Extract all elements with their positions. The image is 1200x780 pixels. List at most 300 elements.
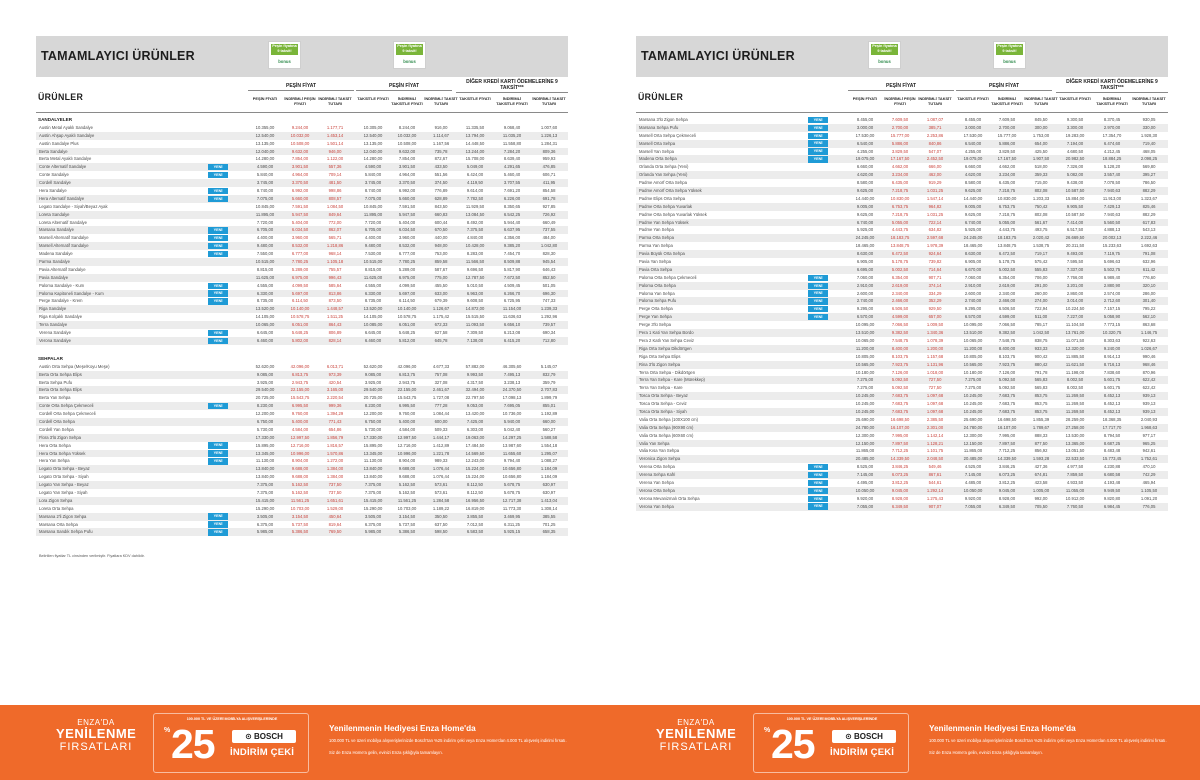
price-cell: 9.794,40 [503, 458, 521, 464]
table-row [36, 290, 568, 298]
table-row [36, 140, 568, 148]
price-cell: 20.725,00 [255, 395, 275, 401]
price-cell: 3.846,25 [998, 464, 1016, 470]
price-cell: 518,00 [1034, 164, 1048, 170]
price-cell: 8.002,50 [1066, 377, 1084, 383]
product-name: Padme Yan Sehpa [639, 227, 674, 233]
price-cell: 7.145,00 [964, 472, 982, 478]
new-badge: YENİ [808, 464, 828, 470]
price-cell: 22.155,00 [290, 387, 310, 393]
price-cell: 1.384,00 [326, 474, 344, 480]
price-cell: 10.912,00 [1065, 495, 1085, 501]
product-name: Rina 3'lü Zigon Sehpa [639, 361, 681, 367]
price-cell: 7.691,20 [503, 188, 521, 194]
price-cell: 11.561,25 [290, 497, 310, 503]
price-cell: 2.040,93 [1140, 416, 1158, 422]
promo-title-line: ENZA'DA [677, 718, 715, 727]
column-subheader: İNDİRİMLİ TAKSİTLE FİYATI [391, 96, 423, 106]
price-cell: 24.780,00 [855, 424, 875, 430]
price-cell: 856,92 [1034, 448, 1048, 454]
price-cell: 18.183,75 [997, 235, 1017, 241]
price-cell: 8.230,00 [256, 403, 274, 409]
price-cell: 10.515,00 [363, 259, 383, 265]
price-cell: 468,05 [1142, 148, 1156, 154]
price-cell: 9.949,50 [1103, 487, 1121, 493]
price-cell: 5.400,00 [291, 418, 309, 424]
table-row [36, 402, 568, 410]
price-cell: 11.269,50 [1065, 401, 1085, 407]
price-cell: 5.002,50 [998, 266, 1016, 272]
price-cell: 660,83 [434, 211, 448, 217]
price-cell: 13.840,00 [363, 474, 383, 480]
price-cell: 714,64 [928, 266, 942, 272]
coupon-value: 25 [771, 721, 815, 767]
product-name: Pera 2 Katlı Yan Sehpa Ceviz [639, 337, 695, 343]
product-name: Veronica Zigon Sehpa [639, 456, 681, 462]
price-cell: 6.995,50 [398, 403, 416, 409]
price-cell: 5.697,00 [291, 290, 309, 296]
price-cell: 6.226,00 [503, 195, 521, 201]
product-name: Pavia Sandalye [39, 274, 69, 280]
price-cell: 9.688,00 [398, 474, 416, 480]
new-badge: YENİ [208, 513, 228, 519]
product-name: Lora Zigon Sehpa [39, 497, 73, 503]
price-cell: 7.126,00 [891, 369, 909, 375]
price-cell: 6.354,00 [891, 274, 909, 280]
product-name: Paloma Orta Sehpa [639, 282, 676, 288]
table-row [36, 258, 568, 266]
price-cell: 1.453,14 [326, 132, 344, 138]
price-cell: 9.053,00 [466, 403, 484, 409]
price-cell: 476,85 [542, 164, 556, 170]
price-cell: 5.145,07 [540, 363, 558, 369]
price-cell: 6.354,00 [998, 274, 1016, 280]
price-cell: 6.540,00 [964, 140, 982, 146]
price-cell: 845,50 [1034, 117, 1048, 122]
price-cell: 802,08 [1034, 188, 1048, 194]
product-name: Marsana 2'li Zigon Sehpa [39, 513, 87, 519]
new-badge: YENİ [208, 188, 228, 194]
price-cell: 15.233,63 [1102, 243, 1122, 249]
price-cell: 1.554,18 [540, 442, 558, 448]
price-cell: 10.996,00 [397, 450, 417, 456]
price-cell: 12.150,00 [855, 440, 875, 446]
price-cell: 260,00 [1034, 290, 1048, 296]
price-cell: 3.154,50 [291, 513, 309, 519]
price-cell: 5.049,00 [466, 164, 484, 170]
price-cell: 27.258,00 [1065, 424, 1085, 430]
price-cell: 6.114,50 [292, 298, 308, 304]
price-cell: 630,97 [542, 489, 556, 495]
price-cell: 10.065,00 [963, 337, 983, 343]
table-row [36, 305, 568, 313]
price-cell: 1.448,57 [326, 306, 344, 312]
price-cell: 1.114,67 [433, 132, 449, 138]
price-cell: 990,46 [1142, 353, 1156, 359]
price-cell: 3.238,13 [503, 379, 521, 385]
price-cell: 6.905,00 [964, 259, 982, 265]
product-name: Legato Orta Sehpa - Siyah [39, 474, 89, 480]
price-cell: 4.099,50 [398, 282, 416, 288]
price-cell: 14.448,50 [465, 140, 485, 146]
price-cell: 10.736,00 [502, 411, 522, 417]
price-cell: 1.221,78 [432, 450, 450, 456]
table-row [636, 234, 1168, 242]
price-cell: 922,63 [1142, 337, 1156, 343]
price-cell: 1.394,29 [326, 411, 344, 417]
price-cell: 4.443,75 [998, 227, 1016, 233]
promo-heading: Yenilenmenin Hediyesi Enza Home'da [929, 724, 1076, 733]
price-cell: 11.929,50 [465, 203, 485, 209]
price-cell: 3.201,00 [1066, 282, 1084, 288]
price-cell: 9.820,80 [1103, 495, 1121, 501]
table-row [36, 211, 568, 219]
price-cell: 4.495,00 [856, 479, 874, 485]
price-cell: 7.275,00 [964, 377, 982, 383]
price-cell: 18.183,75 [890, 235, 910, 241]
price-cell: 737,55 [542, 227, 556, 233]
price-cell: 555,83 [1034, 266, 1048, 272]
price-cell: 7.780,25 [398, 259, 416, 265]
price-cell: 17.484,50 [465, 442, 485, 448]
bonus-badge [268, 41, 301, 69]
price-cell: 7.275,00 [964, 385, 982, 391]
price-cell: 11.269,50 [1065, 408, 1085, 414]
promo-title-line: YENİLENME [656, 726, 737, 741]
price-cell: 880,42 [1034, 361, 1048, 367]
price-cell: 3.829,50 [891, 148, 909, 154]
price-cell: 14.569,50 [465, 450, 485, 456]
price-cell: 9.045,00 [998, 487, 1016, 493]
price-cell: 7.375,00 [256, 482, 274, 488]
price-cell: 900,42 [1034, 353, 1048, 359]
price-cell: 9.920,00 [856, 495, 874, 501]
price-cell: 771,43 [328, 418, 342, 424]
price-cell: 1.323,67 [1140, 195, 1158, 201]
price-cell: 4.599,00 [998, 314, 1016, 320]
price-cell: 6.460,00 [256, 337, 274, 343]
price-cell: 3.014,00 [1066, 298, 1084, 304]
price-cell: 1.175,42 [432, 314, 450, 320]
price-cell: 11.269,50 [1065, 393, 1085, 399]
price-cell: 6.435,00 [891, 180, 909, 186]
price-cell: 8.794,50 [1103, 432, 1121, 438]
table-row [636, 440, 1168, 448]
price-cell: 690,34 [542, 330, 556, 336]
price-cell: 1.097,68 [926, 408, 944, 414]
page-title: TAMAMLAYICI ÜRÜNLER [41, 49, 195, 63]
price-cell: 968,46 [1142, 361, 1156, 367]
price-cell: 14.440,00 [855, 195, 875, 201]
coupon-value: 25 [171, 721, 215, 767]
price-cell: 916,00 [434, 124, 448, 130]
price-cell: 3.234,00 [998, 172, 1016, 178]
price-cell: 52.620,00 [255, 363, 275, 369]
price-cell: 7.995,00 [891, 432, 909, 438]
price-cell: 19.075,00 [963, 156, 983, 162]
price-cell: 6.583,50 [466, 529, 484, 535]
price-cell: 16.107,00 [890, 424, 910, 430]
table-row [636, 132, 1168, 140]
price-cell: 998,86 [328, 188, 342, 194]
new-badge: YENİ [208, 521, 228, 527]
price-cell: 1.084,50 [326, 203, 344, 209]
price-cell: 2.574,00 [1103, 290, 1121, 296]
price-cell: 10.095,00 [855, 322, 875, 328]
price-cell: 6.542,25 [503, 211, 521, 217]
table-row [636, 258, 1168, 266]
table-row [636, 313, 1168, 321]
price-cell: 18.368,35 [1102, 416, 1122, 422]
price-cell: 5.940,00 [503, 418, 521, 424]
price-cell: 5.386,50 [291, 529, 309, 535]
price-cell: 24.245,00 [963, 235, 983, 241]
price-cell: 942,61 [1142, 448, 1156, 454]
price-cell: 6.013,71 [326, 363, 344, 369]
price-cell: 6.474,60 [1103, 140, 1121, 146]
price-cell: 8.483,48 [1103, 448, 1121, 454]
price-cell: 7.375,00 [256, 489, 274, 495]
new-badge: YENİ [208, 227, 228, 233]
price-cell: 7.375,50 [466, 227, 484, 233]
price-cell: 20.311,50 [1065, 243, 1085, 249]
table-row [36, 250, 568, 258]
price-cell: 882,29 [1142, 211, 1156, 217]
price-cell: 4.677,33 [432, 363, 450, 369]
price-cell: 10.050,00 [855, 487, 875, 493]
table-row [36, 226, 568, 234]
promo-text [329, 724, 569, 755]
product-name: Conte Alternatif Sandalye [39, 164, 87, 170]
price-cell: 7.595,50 [1066, 259, 1084, 265]
price-cell: 1.692,63 [1140, 243, 1158, 249]
price-cell: 1.105,50 [1140, 487, 1158, 493]
new-badge: YENİ [208, 458, 228, 464]
price-cell: 924,64 [928, 251, 942, 257]
price-cell: 849,64 [328, 211, 342, 217]
price-cell: 6.051,00 [291, 322, 309, 328]
price-cell: 3.812,25 [998, 479, 1016, 485]
price-cell: 301,40 [1142, 298, 1156, 304]
price-cell: 17.530,00 [963, 132, 983, 138]
price-cell: 8.103,75 [891, 353, 909, 359]
price-cell: 776,60 [1142, 274, 1156, 280]
price-cell: 2.461,67 [432, 387, 450, 393]
price-cell: 5.042,40 [503, 426, 521, 432]
price-cell: 17.530,00 [855, 132, 875, 138]
price-cell: 6.984,45 [1103, 503, 1121, 509]
price-cell: 622,42 [1142, 385, 1156, 391]
price-cell: 6.992,00 [291, 188, 309, 194]
price-cell: 6.472,50 [891, 251, 909, 257]
table-row [36, 266, 568, 274]
price-cell: 5.660,00 [398, 195, 416, 201]
table-row [636, 361, 1168, 369]
price-cell: 25.690,00 [963, 416, 983, 422]
price-cell: 750,42 [1034, 203, 1048, 209]
table-row [36, 195, 568, 203]
table-row [36, 179, 568, 187]
table-row [636, 124, 1168, 132]
product-name: Valia Orta Sehpa (60X60 cm) [639, 432, 694, 438]
price-cell: 7.012,50 [466, 521, 484, 527]
price-cell: 2.700,00 [891, 124, 909, 130]
price-cell: 9.920,00 [964, 495, 982, 501]
price-cell: 5.678,75 [503, 482, 521, 488]
price-cell: 14.872,00 [465, 306, 485, 312]
price-cell: 853,75 [1034, 393, 1048, 399]
price-cell: 7.897,50 [998, 440, 1016, 446]
price-cell: 6.349,50 [891, 503, 909, 509]
price-cell: 4.525,00 [964, 464, 982, 470]
price-cell: 7.126,00 [998, 369, 1016, 375]
price-cell: 6.740,00 [856, 219, 874, 225]
product-name: Parma Sandalye [39, 259, 70, 265]
product-name: Verena Orta Sehpa [639, 464, 675, 470]
price-cell: 11.865,00 [963, 448, 983, 454]
price-cell: 9.760,00 [398, 411, 416, 417]
price-cell: 440,00 [434, 235, 448, 241]
price-cell: 3.469,95 [503, 513, 521, 519]
price-cell: 3.960,00 [291, 235, 309, 241]
price-cell: 1.128,21 [926, 440, 944, 446]
price-cell: 549,46 [928, 464, 942, 470]
price-cell: 7.683,75 [998, 393, 1016, 399]
price-cell: 1.007,60 [540, 124, 558, 130]
price-cell: 20.982,50 [1065, 156, 1085, 162]
price-cell: 838,75 [1034, 337, 1048, 343]
new-badge: YENİ [808, 472, 828, 478]
product-name: Marsana Orta Sehpa [39, 521, 78, 527]
price-cell: 7.591,50 [398, 203, 416, 209]
price-cell: 465,94 [1142, 479, 1156, 485]
price-cell: 17.167,50 [997, 156, 1017, 162]
price-cell: 7.548,75 [998, 337, 1016, 343]
price-cell: 1.189,22 [432, 505, 450, 511]
table-row [36, 418, 568, 426]
price-cell: 9.688,00 [398, 466, 416, 472]
price-cell: 832,79 [542, 371, 556, 377]
price-cell: 15.773,45 [1102, 456, 1122, 462]
price-cell: 5.404,00 [398, 219, 416, 225]
product-name: Verena Sehpa Kafri [639, 472, 676, 478]
price-cell: 12.200,00 [255, 411, 275, 417]
price-cell: 646,43 [542, 266, 556, 272]
coupon-condition: 100.000 TL VE ÜZERİ MOBİLYA ALIŞVERİŞLERİNDE [186, 717, 278, 721]
price-cell: 691,78 [542, 195, 556, 201]
price-cell: 18.465,00 [855, 243, 875, 249]
price-cell: 5.092,50 [998, 385, 1016, 391]
price-cell: 4.555,00 [256, 282, 274, 288]
price-cell: 551,56 [434, 172, 448, 178]
price-cell: 1.177,71 [326, 124, 344, 130]
price-cell: 7.780,25 [291, 259, 309, 265]
price-cell: 7.425,00 [466, 418, 484, 424]
price-cell: 585,64 [328, 282, 342, 288]
price-cell: 855,01 [542, 403, 556, 409]
price-cell: 3.300,00 [1066, 124, 1084, 130]
price-cell: 13.365,00 [1065, 440, 1085, 446]
price-cell: 3.165,00 [326, 387, 344, 393]
table-row [636, 297, 1168, 305]
product-name: Padme Amorf Orta Sehpa Yüksek [639, 188, 702, 194]
price-cell: 6.506,50 [998, 306, 1016, 312]
table-row [36, 132, 568, 140]
price-cell: 7.075,00 [256, 195, 274, 201]
bonus-logo-icon: bonus [878, 59, 891, 64]
price-cell: 26.669,50 [1065, 235, 1085, 241]
price-cell: 11.625,00 [255, 274, 275, 280]
price-cell: 359,33 [1034, 172, 1048, 178]
price-table [636, 116, 1168, 511]
price-cell: 5.812,00 [398, 337, 416, 343]
price-cell: 11.130,00 [255, 458, 275, 464]
price-cell: 4.590,00 [364, 164, 382, 170]
price-cell: 22.797,50 [465, 395, 485, 401]
price-cell: 7.375,00 [364, 482, 382, 488]
price-cell: 374,14 [928, 282, 942, 288]
price-cell: 7.218,75 [998, 211, 1016, 217]
price-cell: 715,00 [1034, 180, 1048, 186]
price-cell: 13.840,00 [255, 474, 275, 480]
price-cell: 7.854,00 [291, 156, 309, 162]
product-name: Riga Orta Sehpa Elips [639, 353, 681, 359]
price-cell: 1.042,50 [1032, 330, 1050, 336]
price-cell: 6.073,25 [891, 472, 909, 478]
price-cell: 6.073,25 [998, 472, 1016, 478]
price-cell: 501,05 [542, 282, 556, 288]
price-cell: 5.737,50 [291, 521, 309, 527]
price-cell: 946,00 [328, 148, 342, 154]
price-cell: 411,95 [542, 180, 556, 186]
price-cell: 679,39 [434, 298, 448, 304]
table-row [636, 282, 1168, 290]
price-cell: 25.690,00 [855, 416, 875, 422]
product-name: Valia Orta Sehpa (90X90 cm) [639, 424, 694, 430]
price-cell: 964,82 [928, 203, 942, 209]
column-header [36, 79, 568, 113]
price-cell: 877,50 [1034, 440, 1048, 446]
price-cell: 705,50 [1034, 503, 1048, 509]
price-cell: 5.601,75 [1103, 377, 1121, 383]
price-cell: 7.683,75 [891, 408, 909, 414]
price-cell: 10.656,80 [502, 474, 522, 480]
price-cell: 7.275,00 [856, 385, 874, 391]
price-cell: 15.290,00 [255, 505, 275, 511]
price-cell: 5.289,00 [398, 266, 416, 272]
price-cell: 8.002,50 [1066, 385, 1084, 391]
price-cell: 888,33 [1034, 432, 1048, 438]
table-row [36, 234, 568, 242]
price-cell: 32.494,00 [465, 387, 485, 393]
price-cell: 2.385,50 [926, 416, 944, 422]
price-cell: 2.943,75 [291, 379, 309, 385]
price-cell: 562,10 [1142, 314, 1156, 320]
price-cell: 4.317,50 [466, 379, 484, 385]
price-cell: 3.370,50 [398, 180, 416, 186]
price-cell: 573,61 [434, 489, 448, 495]
price-cell: 809,36 [542, 148, 556, 154]
promo-paragraph: Siz de Enza Home'a gelin, evinizi Enza şıklığıyla tamamlayın. [929, 749, 1043, 755]
price-cell: 739,57 [542, 322, 556, 328]
price-cell: 16.956,50 [465, 497, 485, 503]
product-name: Tosca Orta Sehpa - Siyah [639, 408, 687, 414]
price-cell: 8.492,00 [466, 219, 484, 225]
bosch-logo-icon: ⊙ BOSCH [232, 730, 296, 743]
price-cell: 11.335,50 [465, 124, 485, 130]
column-subheader: İNDİRİMLİ TAKSİTLE FİYATI [991, 96, 1023, 106]
price-cell: 4.584,00 [398, 426, 416, 432]
